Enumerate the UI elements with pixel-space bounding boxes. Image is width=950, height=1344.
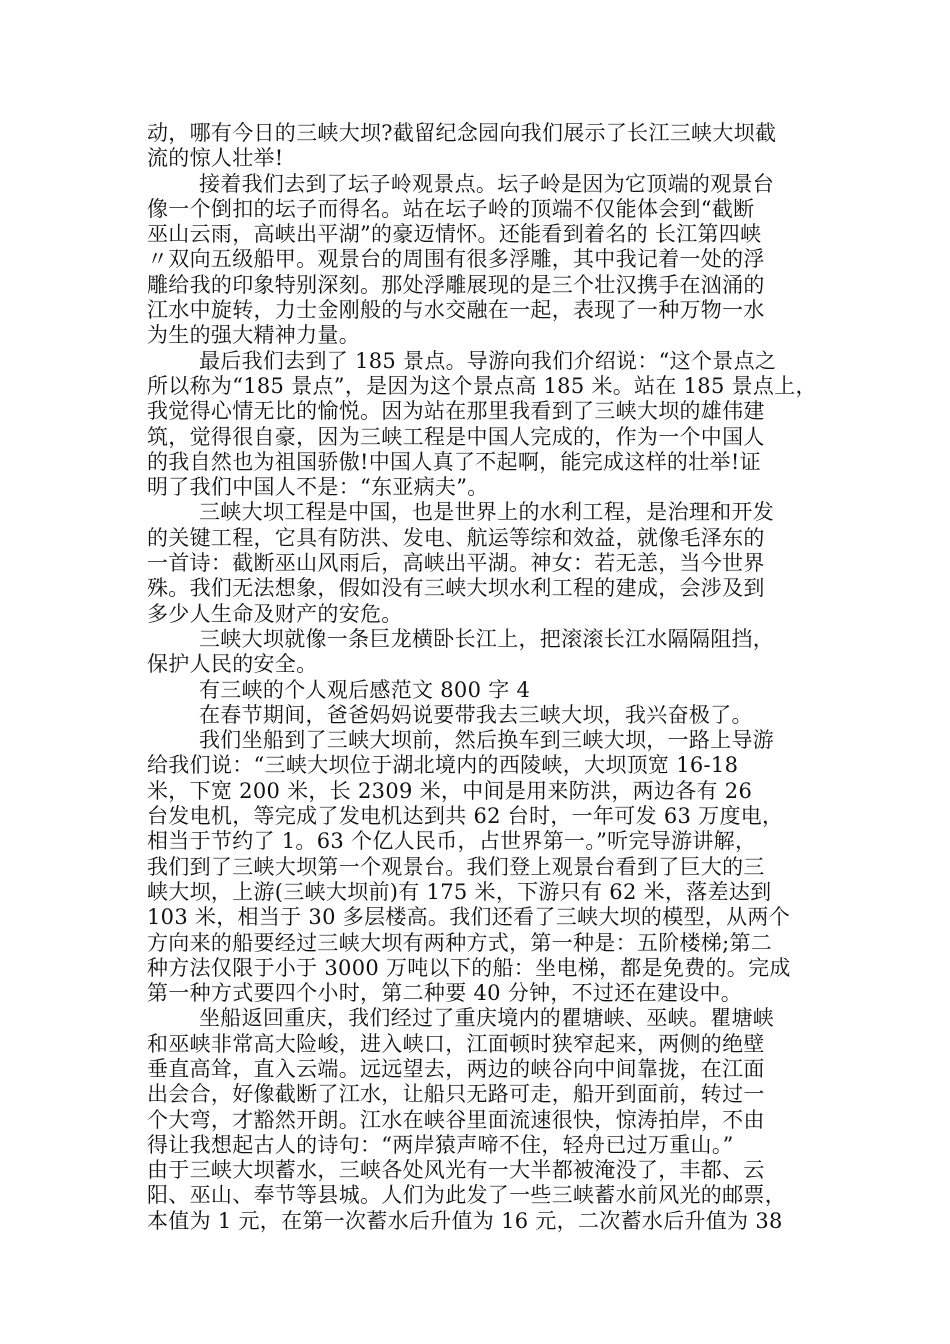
- text-line: 我们到了三峡大坝第一个观景台。我们登上观景台看到了巨大的三: [147, 854, 765, 879]
- text-line: 的我自然也为祖国骄傲!中国人真了不起啊，能完成这样的壮举!证: [147, 449, 761, 474]
- text-line: 为生的强大精神力量。: [147, 323, 360, 348]
- text-line: 个大弯，才豁然开朗。江水在峡谷里面流速很快，惊涛拍岸，不由: [147, 1107, 765, 1132]
- text-line: 出会合，好像截断了江水，让船只无路可走，船开到面前，转过一: [147, 1082, 765, 1107]
- text-line: 种方法仅限于小于 3000 万吨以下的船：坐电梯，都是免费的。完成: [147, 955, 791, 980]
- text-line: 筑，觉得很自豪，因为三峡工程是中国人完成的，作为一个中国人: [147, 424, 765, 449]
- text-line: 有三峡的个人观后感范文 800 字 4: [199, 677, 531, 702]
- text-line: 方向来的船要经过三峡大坝有两种方式，第一种是：五阶楼梯;第二: [147, 930, 773, 955]
- text-line: 本值为 1 元，在第一次蓄水后升值为 16 元，二次蓄水后升值为 38: [147, 1208, 783, 1233]
- text-line: 给我们说：“三峡大坝位于湖北境内的西陵峡，大坝顶宽 16-18: [147, 753, 739, 778]
- text-line: 峡大坝，上游(三峡大坝前)有 175 米，下游只有 62 米，落差达到: [147, 879, 772, 904]
- text-line: 明了我们中国人不是：“东亚病夫”。: [147, 475, 489, 500]
- text-line: 流的惊人壮举!: [147, 146, 284, 171]
- text-line: 殊。我们无法想象，假如没有三峡大坝水利工程的建成，会涉及到: [147, 576, 765, 601]
- text-line: 阳、巫山、奉节等县城。人们为此发了一些三峡蓄水前风光的邮票，: [147, 1183, 786, 1208]
- text-line: 103 米，相当于 30 多层楼高。我们还看了三峡大坝的模型，从两个: [147, 905, 791, 930]
- text-line: 相当于节约了 1。63 个亿人民币，占世界第一。”听完导游讲解，: [147, 829, 757, 854]
- text-line: 〃双向五级船甲。观景台的周围有很多浮雕，其中我记着一处的浮: [147, 247, 765, 272]
- text-line: 台发电机，等完成了发电机达到共 62 台时，一年可发 63 万度电，: [147, 804, 784, 829]
- text-line: 米，下宽 200 米，长 2309 米，中间是用来防洪，两边各有 26: [147, 778, 753, 803]
- text-line: 接着我们去到了坛子岭观景点。坛子岭是因为它顶端的观景台: [199, 171, 775, 196]
- text-line: 坐船返回重庆，我们经过了重庆境内的瞿塘峡、巫峡。瞿塘峡: [199, 1006, 775, 1031]
- text-line: 垂直高耸，直入云端。远远望去，两边的峡谷向中间靠拢，在江面: [147, 1056, 765, 1081]
- text-line: 在春节期间，爸爸妈妈说要带我去三峡大坝，我兴奋极了。: [199, 702, 753, 727]
- text-line: 得让我想起古人的诗句：“两岸猿声啼不住，轻舟已过万重山。”: [147, 1132, 734, 1157]
- text-line: 三峡大坝就像一条巨龙横卧长江上，把滚滚长江水隔隔阻挡，: [199, 626, 775, 651]
- text-line: 我们坐船到了三峡大坝前，然后换车到三峡大坝，一路上导游: [199, 728, 775, 753]
- text-line: 由于三峡大坝蓄水，三峡各处风光有一大半都被淹没了，丰都、云: [147, 1158, 765, 1183]
- document-page: [147, 121, 817, 1234]
- text-line: 巫山云雨，高峡出平湖”的豪迈情怀。还能看到着名的 长江第四峡: [147, 222, 762, 247]
- text-line: 和巫峡非常高大险峻，进入峡口，江面顿时狭窄起来，两侧的绝壁: [147, 1031, 765, 1056]
- text-line: 第一种方式要四个小时，第二种要 40 分钟，不过还在建设中。: [147, 981, 743, 1006]
- text-line: 我觉得心情无比的愉悦。因为站在那里我看到了三峡大坝的雄伟建: [147, 399, 765, 424]
- text-line: 所以称为“185 景点”，是因为这个景点高 185 米。站在 185 景点上，: [147, 373, 817, 398]
- text-line: 三峡大坝工程是中国，也是世界上的水利工程，是治理和开发: [199, 500, 775, 525]
- text-line: 江水中旋转，力士金刚般的与水交融在一起，表现了一种万物一水: [147, 298, 765, 323]
- text-line: 的关键工程，它具有防洪、发电、航运等综和效益，就像毛泽东的: [147, 525, 765, 550]
- text-line: 保护人民的安全。: [147, 652, 318, 677]
- text-line: 像一个倒扣的坛子而得名。站在坛子岭的顶端不仅能体会到“截断: [147, 196, 755, 221]
- text-line: 最后我们去到了 185 景点。导游向我们介绍说：“这个景点之: [199, 348, 777, 373]
- text-line: 雕给我的印象特别深刻。那处浮雕展现的是三个壮汉携手在汹涌的: [147, 272, 765, 297]
- text-line: 动，哪有今日的三峡大坝?截留纪念园向我们展示了长江三峡大坝截: [147, 121, 777, 145]
- text-line: 多少人生命及财产的安危。: [147, 601, 403, 626]
- text-line: 一首诗：截断巫山风雨后，高峡出平湖。神女：若无恙，当今世界: [147, 551, 765, 576]
